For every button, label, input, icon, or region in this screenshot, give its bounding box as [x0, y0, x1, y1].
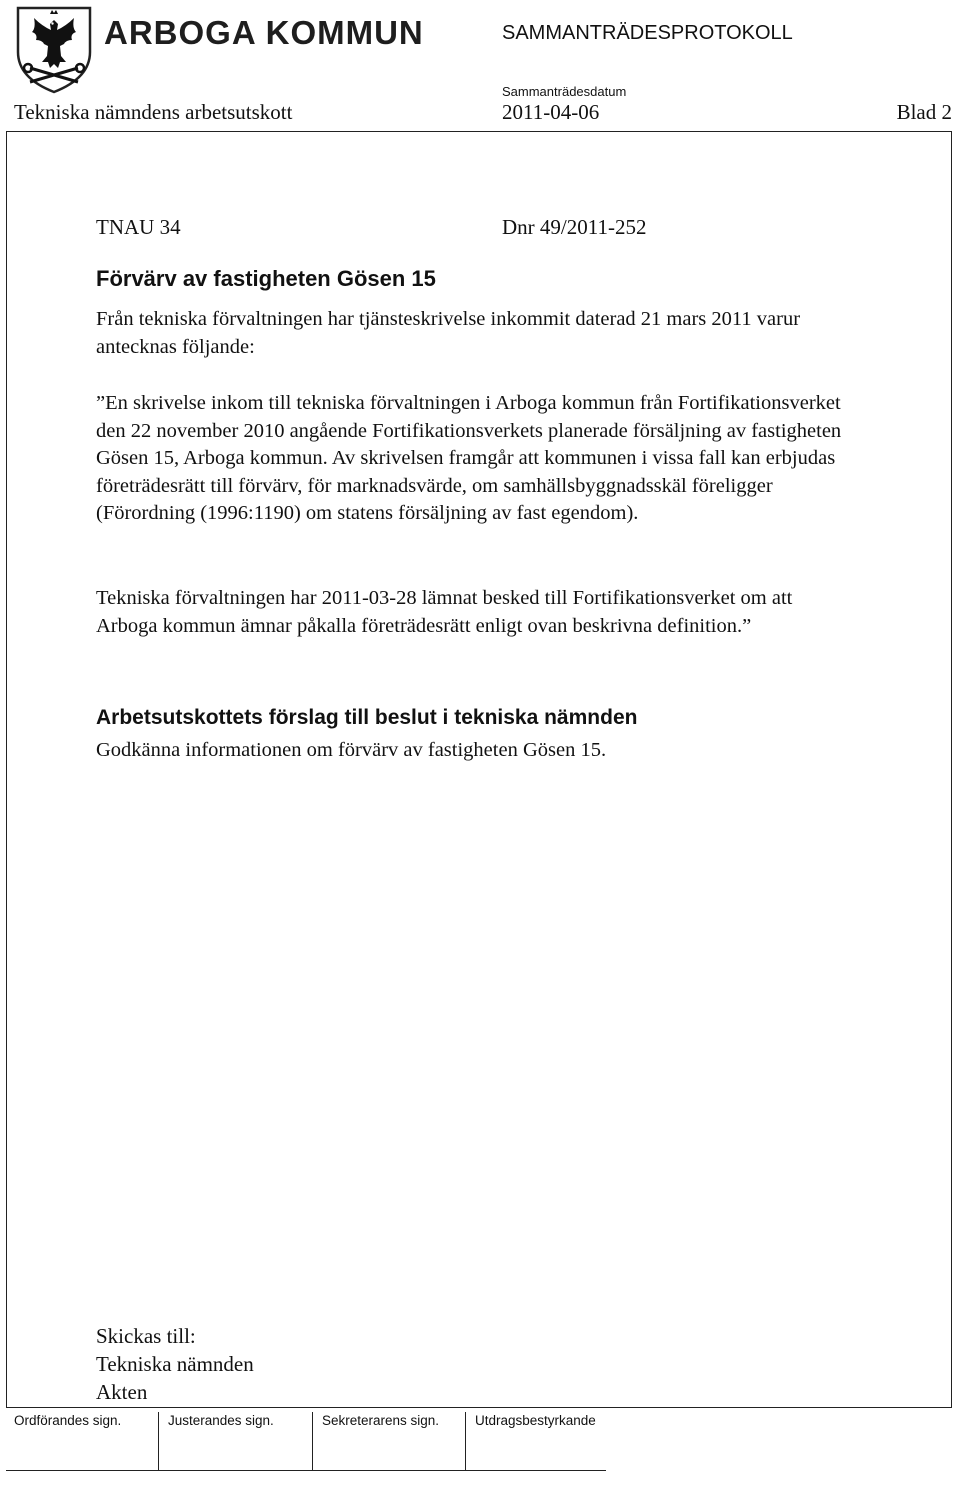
proposal-heading: Arbetsutskottets förslag till beslut i tekniska nämnden	[96, 706, 638, 729]
signature-divider	[312, 1412, 313, 1470]
signature-divider	[465, 1412, 466, 1470]
intro-paragraph: Från tekniska förvaltningen har tjänsteskrivelse inkommit daterad 21 mars 2011 varur antecknas följande:	[96, 308, 801, 358]
recipient-tekniska-namnden: Tekniska nämnden	[96, 1352, 254, 1376]
diary-number: Dnr 49/2011-252	[502, 215, 647, 239]
meeting-date: 2011-04-06	[502, 100, 600, 124]
secretary-signature-label: Sekreterarens sign.	[322, 1413, 440, 1428]
date-caption: Sammanträdesdatum	[502, 84, 627, 99]
committee-name: Tekniska nämndens arbetsutskott	[14, 100, 293, 124]
item-heading: Förvärv av fastigheten Gösen 15	[96, 266, 436, 291]
document-type: SAMMANTRÄDESPROTOKOLL	[502, 22, 793, 44]
quote-paragraph-2: Tekniska förvaltningen har 2011-03-28 lämnat besked till Fortifikationsverket om att Arboga kommun ämnar påkalla företrädesrätt enligt ovan beskrivna definition.”	[96, 587, 793, 637]
quote-paragraph-1: ”En skrivelse inkom till tekniska förvaltningen i Arboga kommun från Fortifikationsverket den 22 november 2010 angående Fortifikationsverkets planerade försäljning av fastigheten Gösen 15, Arboga kommun. Av skrivelsen framgår att kommunen i vissa fall kan erbjudas företrädesrätt till förvärv, för marknadsvärde, om samhällsbyggnadsskäl föreligger (Förordning (1996:1190) om statens försäljning av fast egendom).	[96, 392, 842, 524]
kommun-name: ARBOGA KOMMUN	[104, 14, 424, 51]
distribution-label: Skickas till:	[96, 1324, 196, 1348]
chair-signature-label: Ordförandes sign.	[14, 1413, 122, 1428]
proposal-text: Godkänna informationen om förvärv av fastigheten Gösen 15.	[96, 739, 607, 761]
paragraph-id: TNAU 34	[96, 215, 181, 239]
signature-bottom-line	[6, 1470, 606, 1471]
distribution-list	[96, 1322, 254, 1406]
page-label: Blad 2	[896, 100, 952, 124]
recipient-akten: Akten	[96, 1380, 148, 1404]
coat-of-arms-eagle-icon	[14, 6, 94, 94]
extract-certification-label: Utdragsbestyrkande	[475, 1413, 596, 1428]
adjuster-signature-label: Justerandes sign.	[168, 1413, 274, 1428]
signature-divider	[158, 1412, 159, 1470]
